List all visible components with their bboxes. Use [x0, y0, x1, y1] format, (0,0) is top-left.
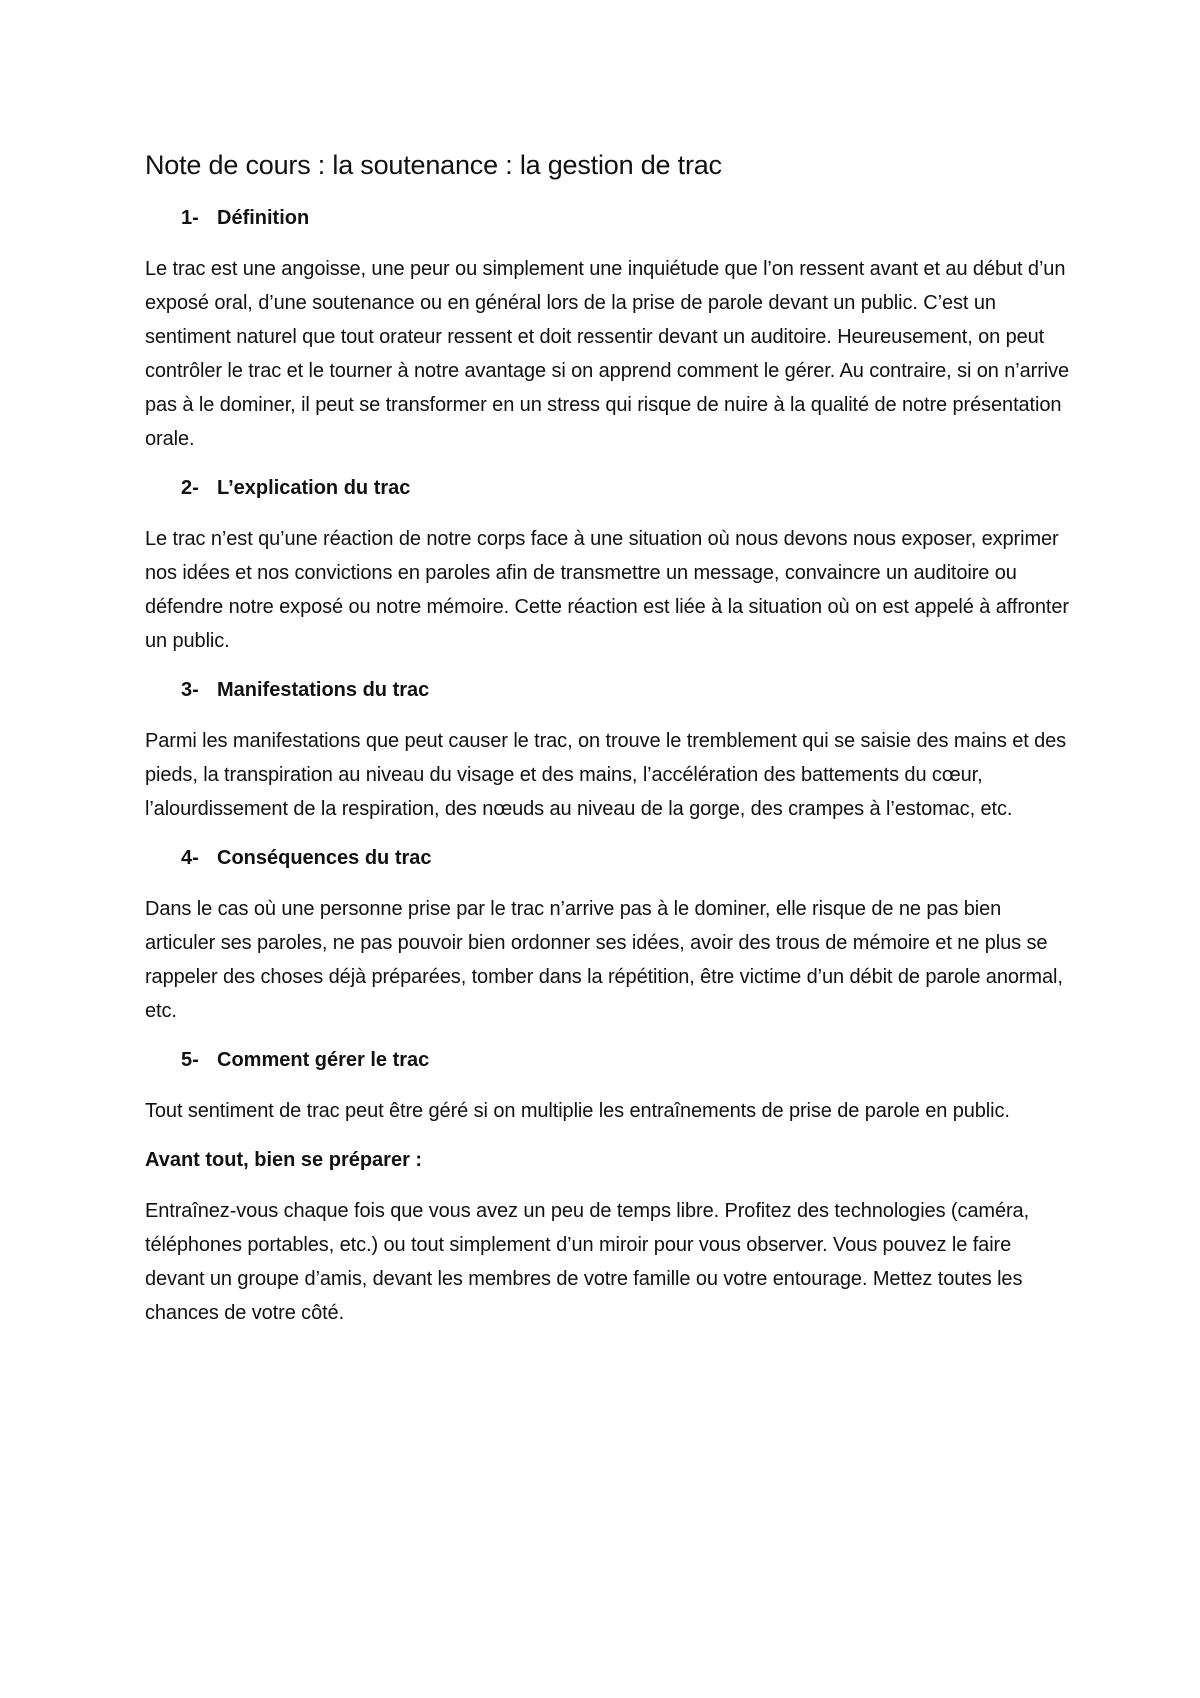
subsection-heading: Avant tout, bien se préparer :: [145, 1149, 423, 1171]
section-paragraph: Tout sentiment de trac peut être géré si on multiplie les entraînements de prise de parole en public.: [145, 1100, 1010, 1122]
section-title: L’explication du trac: [217, 477, 411, 499]
section-number: 1-: [181, 207, 199, 229]
subsection-preparation: [145, 1146, 1075, 1330]
section-consequences: [145, 844, 1075, 1028]
section-heading: [145, 204, 1075, 232]
section-management: [145, 1046, 1075, 1128]
section-title: Comment gérer le trac: [217, 1049, 430, 1071]
section-title: Conséquences du trac: [217, 847, 432, 869]
section-heading: [145, 474, 1075, 502]
section-title: Manifestations du trac: [217, 679, 430, 701]
section-heading: [145, 1046, 1075, 1074]
subsection-paragraph: Entraînez-vous chaque fois que vous avez un peu de temps libre. Profitez des technologies (caméra, téléphones portables, etc.) ou tout simplement d’un miroir pour vous observer. Vous pouvez le faire devant un groupe d’amis, devant les membres de votre famille ou votre entourage. Mettez toutes les chances de votre côté.: [145, 1200, 1030, 1324]
page-title: Note de cours : la soutenance : la gestion de trac: [145, 150, 722, 180]
section-paragraph: Le trac est une angoisse, une peur ou simplement une inquiétude que l’on ressent avant et au début d’un exposé oral, d’une soutenance ou en général lors de la prise de parole devant un public. C’est un sentiment naturel que tout orateur ressent et doit ressentir devant un auditoire. Heureusement, on peut contrôler le trac et le tourner à notre avantage si on apprend comment le gérer. Au contraire, si on n’arrive pas à le dominer, il peut se transformer en un stress qui risque de nuire à la qualité de notre présentation orale.: [145, 258, 1070, 450]
section-manifestations: [145, 676, 1075, 826]
section-number: 5-: [181, 1049, 199, 1071]
section-number: 3-: [181, 679, 199, 701]
section-heading: [145, 676, 1075, 704]
section-heading: [145, 844, 1075, 872]
section-definition: [145, 204, 1075, 456]
section-number: 4-: [181, 847, 199, 869]
section-number: 2-: [181, 477, 199, 499]
section-title: Définition: [217, 207, 310, 229]
section-paragraph: Dans le cas où une personne prise par le trac n’arrive pas à le dominer, elle risque de ne pas bien articuler ses paroles, ne pas pouvoir bien ordonner ses idées, avoir des trous de mémoire et ne plus se rappeler des choses déjà préparées, tomber dans la répétition, être victime d’un débit de parole anormal, etc.: [145, 898, 1063, 1022]
section-explanation: [145, 474, 1075, 658]
section-paragraph: Parmi les manifestations que peut causer le trac, on trouve le tremblement qui se saisie des mains et des pieds, la transpiration au niveau du visage et des mains, l’accélération des battements du cœur, l’alourdissement de la respiration, des nœuds au niveau de la gorge, des crampes à l’estomac, etc.: [145, 730, 1067, 820]
section-paragraph: Le trac n’est qu’une réaction de notre corps face à une situation où nous devons nous exposer, exprimer nos idées et nos convictions en paroles afin de transmettre un message, convaincre un auditoire ou défendre notre exposé ou notre mémoire. Cette réaction est liée à la situation où on est appelé à affronter un public.: [145, 528, 1069, 652]
document-body: [145, 148, 1075, 1348]
